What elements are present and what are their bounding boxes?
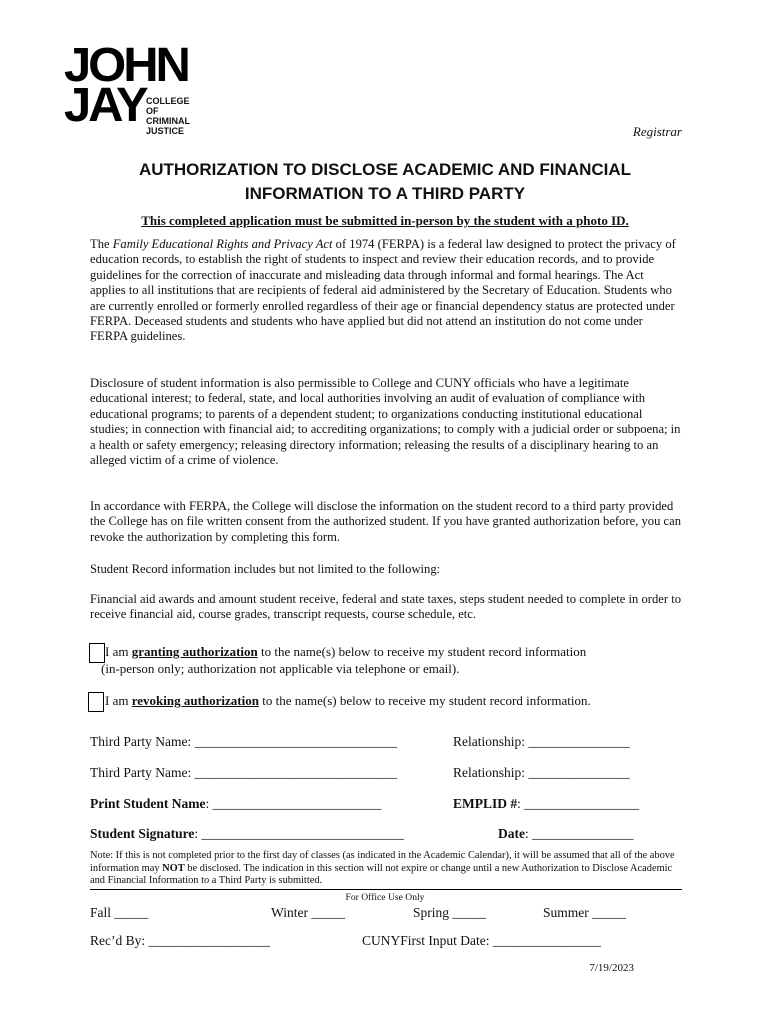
field-label: EMPLID # <box>453 796 518 811</box>
option-text: I am <box>105 644 132 659</box>
college-logo <box>64 39 194 142</box>
logo-sub-line: OF <box>146 106 159 116</box>
paragraph-consent: In accordance with FERPA, the College will disclose the information on the student record to a third party provided the College has on file written consent from the authorized student. If you have granted authorization before, you can revoke the authorization by completing this form. <box>90 499 682 544</box>
grant-authorization-text <box>105 644 685 660</box>
title-line: INFORMATION TO A THIRD PARTY <box>244 184 526 203</box>
option-text: to the name(s) below to receive my student record information. <box>258 693 591 708</box>
field-label: Date <box>498 826 525 841</box>
note-part: be disclosed. The indication in this section will not expire or change until a new Authorization to Disclose Academic and Financial Information to a Third Party is submitted. <box>90 862 673 887</box>
field-label: Student Signature <box>90 826 195 841</box>
office-use-label: For Office Use Only <box>345 892 425 903</box>
logo-sub-line: COLLEGE <box>146 96 190 106</box>
office-divider <box>90 889 682 890</box>
emplid-field[interactable] <box>453 796 639 812</box>
paragraph-ferpa <box>90 237 682 345</box>
paragraph-text: of 1974 (FERPA) is a federal law designed to protect the privacy of education records, to establish the right of students to inspect and review their education records, and to provide guidelines for the correction of inaccurate and misleading data through informal and formal hearings. The Act applies to all institutions that are recipients of federal aid administered by the Secretary of Education. Students who are currently enrolled or formerly enrolled regardless of their age or financial dependency status are protected under FERPA. Deceased students and students who have applied but did not attend an institution do not come under FERPA guidelines. <box>90 237 676 344</box>
fall-field[interactable]: Fall _____ <box>90 905 149 920</box>
logo-sub-line: JUSTICE <box>146 126 185 136</box>
logo-john: JOHN <box>64 39 188 92</box>
recd-by-field[interactable]: Rec’d By: __________________ <box>90 933 270 948</box>
note-emphasis: NOT <box>162 862 185 874</box>
revoke-authorization-text <box>105 693 685 709</box>
form-subtitle: This completed application must be submitted in-person by the student with a photo ID. <box>141 213 629 228</box>
field-line: : _________________ <box>517 796 640 811</box>
field-line: : ______________________________ <box>194 826 405 841</box>
paragraph-record-info: Student Record information includes but not limited to the following: <box>90 562 441 576</box>
grant-emphasis: granting authorization <box>131 644 258 659</box>
title-line: AUTHORIZATION TO DISCLOSE ACADEMIC AND FINANCIAL <box>138 160 632 179</box>
option-text: I am <box>105 693 132 708</box>
paragraph-financial: Financial aid awards and amount student receive, federal and state taxes, steps student needed to complete in order to receive financial aid, course grades, transcript requests, course schedule, etc. <box>90 592 682 622</box>
logo-jay: JAY <box>64 79 146 132</box>
spring-field[interactable]: Spring _____ <box>413 905 487 920</box>
note-text <box>90 850 682 888</box>
field-label: Print Student Name <box>90 796 206 811</box>
third-party-name-field-1[interactable]: Third Party Name: ______________________________ <box>90 734 398 749</box>
form-title <box>0 158 770 206</box>
field-line: : _______________ <box>525 826 634 841</box>
third-party-name-field-2[interactable]: Third Party Name: ______________________________ <box>90 765 398 780</box>
date-field[interactable] <box>498 826 633 842</box>
grant-authorization-note: (in-person only; authorization not applicable via telephone or email). <box>101 661 460 676</box>
relationship-field-1[interactable]: Relationship: _______________ <box>453 734 630 749</box>
revision-date: 7/19/2023 <box>589 962 634 974</box>
revoke-emphasis: revoking authorization <box>131 693 259 708</box>
logo-sub-line: CRIMINAL <box>146 116 190 126</box>
note-part: Note: If this is not completed prior to the first day of classes (as indicated in the Academic Calendar), it will be assumed that all of the above information may <box>90 850 675 874</box>
student-signature-field[interactable] <box>90 826 404 842</box>
registrar-label: Registrar <box>632 124 682 139</box>
paragraph-disclosure: Disclosure of student information is also permissible to College and CUNY officials who have a legitimate educational interest; to federal, state, and local authorities involving an audit of evaluation of compliance with educational programs; to parents of a dependent student; to organizations conducting institutional educational studies; in connection with financial aid; to accrediting organizations; to comply with a judicial order or subpoena; in a health or safety emergency; releasing directory information; releasing the results of a disciplinary hearing to an alleged victim of a crime of violence. <box>90 376 681 468</box>
winter-field[interactable]: Winter _____ <box>271 905 346 920</box>
cunyfirst-input-date-field[interactable]: CUNYFirst Input Date: ________________ <box>362 933 601 948</box>
paragraph-text: The <box>90 237 113 251</box>
logo-subtitle <box>146 96 190 136</box>
revoke-authorization-checkbox[interactable] <box>88 692 104 712</box>
relationship-field-2[interactable]: Relationship: _______________ <box>453 765 630 780</box>
grant-authorization-checkbox[interactable] <box>89 643 105 663</box>
field-line: : _________________________ <box>205 796 382 811</box>
print-student-name-field[interactable] <box>90 796 381 812</box>
summer-field[interactable]: Summer _____ <box>543 905 626 920</box>
act-name: Family Educational Rights and Privacy Act <box>112 237 333 251</box>
option-text: to the name(s) below to receive my student record information <box>257 644 587 659</box>
